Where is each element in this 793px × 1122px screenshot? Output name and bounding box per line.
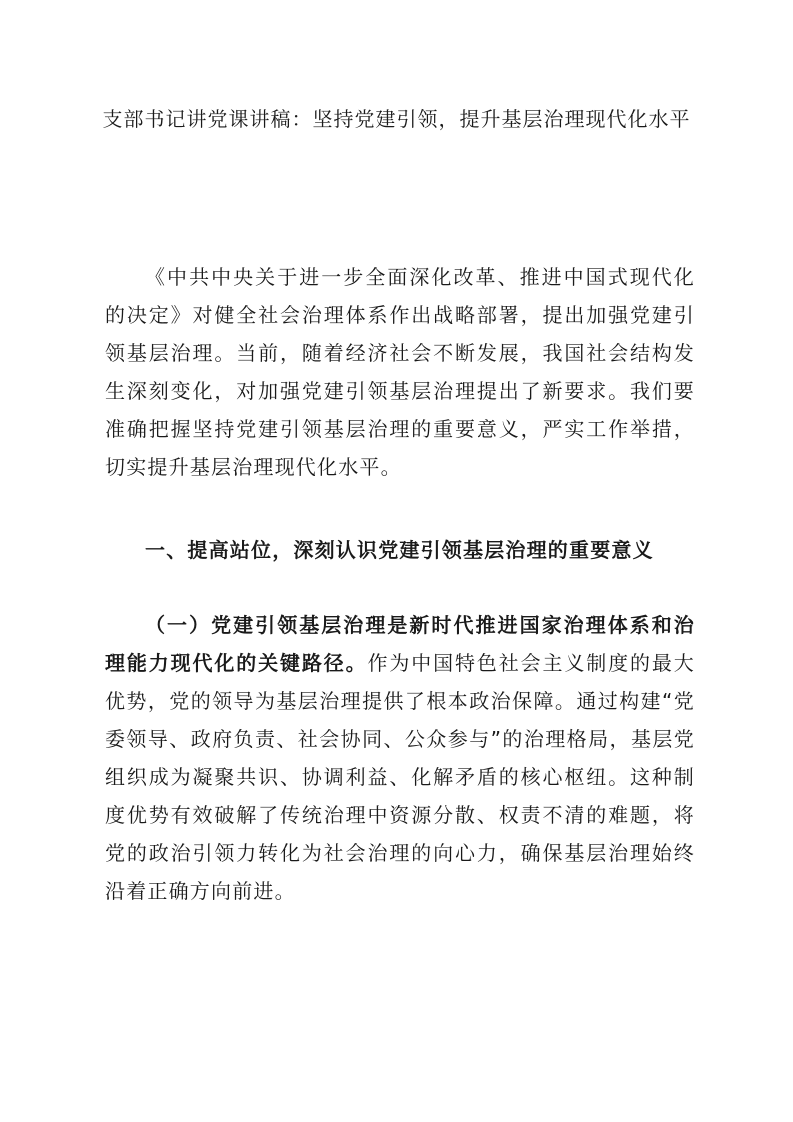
- subsection-1-lead: （一）党建引领基层治理是新时代推进国家治理体系和治理能力现代化的关键路径。: [105, 613, 695, 675]
- document-title: 支部书记讲党课讲稿：坚持党建引领，提升基层治理现代化水平: [102, 107, 691, 131]
- section-1-paragraph: [105, 606, 695, 910]
- section-heading-1: 一、提高站位，深刻认识党建引领基层治理的重要意义: [145, 538, 654, 562]
- intro-paragraph: 《中共中央关于进一步全面深化改革、推进中国式现代化的决定》对健全社会治理体系作出战略部署，提出加强党建引领基层治理。当前，随着经济社会不断发展，我国社会结构发生深刻变化，对加强党建引领基层治理提出了新要求。我们要准确把握坚持党建引领基层治理的重要意义，严实工作举措，切实提升基层治理现代化水平。: [105, 265, 695, 479]
- subsection-1-body: 作为中国特色社会主义制度的最大优势，党的领导为基层治理提供了根本政治保障。通过构建“党委领导、政府负责、社会协同、公众参与”的治理格局，基层党组织成为凝聚共识、协调利益、化解矛盾的核心枢纽。这种制度优势有效破解了传统治理中资源分散、权责不清的难题，将党的政治引领力转化为社会治理的向心力，确保基层治理始终沿着正确方向前进。: [105, 651, 696, 903]
